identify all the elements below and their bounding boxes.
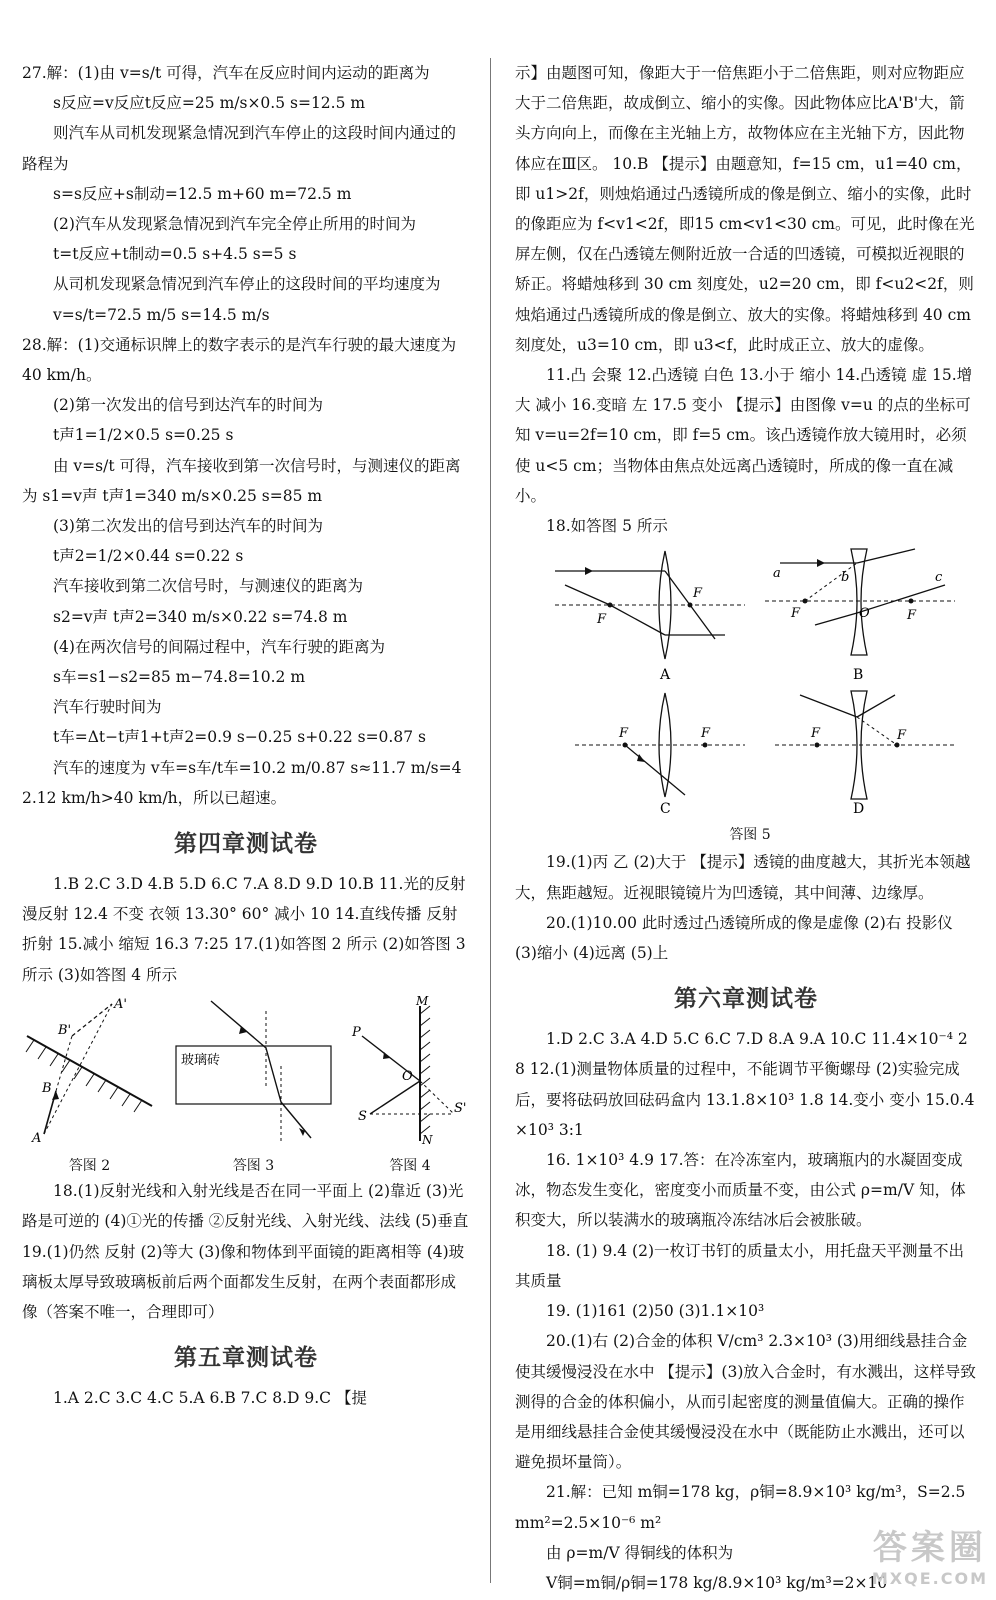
chapter4-answers-18-19: 18.(1)反射光线和入射光线是否在同一平面上 (2)靠近 (3)光路是可逆的 (4)①光的传播 ②反射光线、入射光线、法线 (5)垂直 19.(1)仍然 反射 (2)等大 (3)像和物体到平面镜的距离相等 (4)玻璃板太厚导致玻璃板前后两个面都发生反射，在两个表面都形成像（答案不唯一，合理即可）: [22, 1182, 474, 1321]
chapter4-title: 第四章测试卷: [174, 831, 318, 858]
fig4-label: N: [422, 1132, 433, 1146]
text-line: t声2=1/2×0.44 s=0.22 s: [53, 547, 244, 566]
fig2-label: A': [114, 996, 127, 1012]
figure-5-c: [575, 693, 745, 815]
text-line: t声1=1/2×0.5 s=0.25 s: [53, 426, 234, 445]
answer-27: [22, 58, 470, 330]
chapter5-hint-9-10: 示】由题图可知，像距大于一倍焦距小于二倍焦距，则对应物距应大于二倍焦距，故成倒立、缩小的实像。因此物体应比A'B'大，箭头方向向上，而像在主光轴上方，故物体应在主光轴下方，因此物体应在Ⅲ区。 10.B 【提示】由题意知，f=15 cm，u1=40 cm，即 u1>2f，则烛焰通过凸透镜所成的像是倒立、缩小的实像，此时的像距应为 f<v1<2f，即15 cm<v1<30 cm。可见，此时像在光屏左侧，仅在凸透镜左侧附近放一合适的凹透镜，可模拟近视眼的矫正。将蜡烛移到 30 cm 刻度处，u2=20 cm，即 f<u2<2f，则烛焰通过凸透镜所成的像是倒立、放大的实像。将蜡烛移到 40 cm 刻度处，u3=10 cm，即 u3<f，此时成正立、放大的虚像。: [515, 64, 976, 354]
chapter6-title: 第六章测试卷: [674, 986, 818, 1013]
figure-2-caption: 答图 2: [68, 1158, 111, 1175]
fig4-label: M: [416, 995, 429, 1008]
text-line: t=t反应+t制动=0.5 s+4.5 s=5 s: [53, 245, 297, 264]
figure-2-diagram: [22, 996, 157, 1146]
text-line: (4)在两次信号的间隔过程中，汽车行驶的距离为: [53, 637, 385, 656]
fig2-label: B': [58, 1022, 72, 1038]
fig5-label: F: [693, 586, 703, 602]
chapter5-answer-18: 18.如答图 5 所示: [546, 517, 668, 536]
chapter6-answer-18: 18. (1) 9.4 (2)一枚订书钉的质量太小，用托盘天平测量不出其质量: [515, 1241, 964, 1290]
chapter6-answer-21: 21.解：已知 m铜=178 kg，ρ铜=8.9×10³ kg/m³，S=2.5 mm²=2.5×10⁻⁶ m²: [515, 1483, 971, 1532]
chapter5-answer-19: 19.(1)丙 乙 (2)大于 【提示】透镜的曲度越大，其折光本领越大，焦距越短。近视眼镜镜片为凹透镜，其中间薄、边缘厚。: [515, 853, 971, 902]
fig5-sub: B: [853, 667, 864, 684]
fig4-label: S: [358, 1108, 367, 1124]
column-divider: [490, 58, 491, 1583]
chapter5-title: 第五章测试卷: [174, 1345, 318, 1372]
fig5-label: F: [701, 726, 711, 742]
figure-4: [350, 996, 470, 1176]
fig4-label: O: [402, 1068, 413, 1084]
text-line: v=s/t=72.5 m/5 s=14.5 m/s: [53, 305, 270, 324]
figure-5-diagram: [535, 545, 965, 815]
text-line: 汽车接收到第二次信号时，与测速仪的距离为: [53, 577, 364, 596]
fig5-label: F: [811, 726, 821, 742]
fig4-label: P: [352, 1024, 361, 1040]
text-line: s反应=v反应t反应=25 m/s×0.5 s=12.5 m: [53, 94, 366, 113]
fig5-label: F: [791, 606, 801, 622]
chapter6-answers-16-17: 16. 1×10³ 4.9 17.答：在冷冻室内，玻璃瓶内的水凝固变成冰，物态发生变化，密度变小而质量不变，由公式 ρ=m/V 知，体积变大，所以装满水的玻璃瓶冷冻结冰后会被胀破。: [515, 1151, 966, 1230]
left-column: [22, 58, 474, 1413]
text-line: 28.解：(1)交通标识牌上的数字表示的是汽车行驶的最大速度为 40 km/h。: [22, 335, 462, 385]
chapter5-answers: 1.A 2.C 3.C 4.C 5.A 6.B 7.C 8.D 9.C 【提: [53, 1389, 367, 1408]
figure-2: [22, 996, 157, 1176]
text-line: s=s反应+s制动=12.5 m+60 m=72.5 m: [53, 184, 352, 203]
text-line: 则汽车从司机发现紧急情况到汽车停止的这段时间内通过的路程为: [22, 124, 457, 173]
text-line: 从司机发现紧急情况到汽车停止的这段时间的平均速度为: [53, 275, 441, 294]
text-line: s车=s1−s2=85 m−74.8=10.2 m: [53, 668, 306, 687]
text-line: (2)第一次发出的信号到达汽车的时间为: [53, 396, 323, 415]
figures-2-3-4: [22, 996, 470, 1176]
fig5-label: F: [597, 612, 607, 628]
figure-5-b: [765, 549, 955, 683]
fig5-label: b: [841, 570, 850, 586]
chapter5-answers-11-17: 11.凸 会聚 12.凸透镜 白色 13.小于 缩小 14.凸透镜 虚 15.增大 减小 16.变暗 左 17.5 变小 【提示】由图像 v=u 的点的坐标可知 v=u=2f=10 cm，即 f=5 cm。该凸透镜作放大镜用时，必须使 u<5 cm；当物体由焦点处远离凸透镜时，所成的像一直在减小。: [515, 366, 973, 505]
fig5-label: a: [773, 566, 781, 582]
text-line: 汽车的速度为 v车=s车/t车=10.2 m/0.87 s≈11.7 m/s=42.12 km/h>40 km/h，所以已超速。: [22, 758, 462, 807]
fig2-label: B: [42, 1080, 52, 1096]
right-column: [515, 58, 977, 1598]
chapter6-answer-21-formula: V铜=m铜/ρ铜=178 kg/8.9×10³ kg/m³=2×10: [546, 1573, 888, 1592]
watermark-url: MXQE.COM: [871, 1569, 988, 1588]
text-line: t车=Δt−t声1+t声2=0.9 s−0.25 s+0.22 s=0.87 s: [53, 728, 426, 747]
fig5-label: F: [619, 726, 629, 742]
figure-4-diagram: [350, 996, 470, 1146]
fig2-label: A: [32, 1130, 42, 1146]
figure-5: [535, 545, 977, 845]
chapter6-answer-19: 19. (1)161 (2)50 (3)1.1×10³: [546, 1302, 765, 1321]
chapter6-answer-21-step: 由 ρ=m/V 得铜线的体积为: [546, 1543, 734, 1562]
chapter5-answer-20: 20.(1)10.00 此时透过凸透镜所成的像是虚像 (2)右 投影仪 (3)缩小 (4)远离 (5)上: [515, 913, 958, 963]
fig5-sub: A: [660, 667, 671, 684]
figure-3: [171, 996, 336, 1176]
fig5-label: F: [907, 608, 917, 624]
fig5-label: O: [859, 606, 870, 622]
figure-5-caption: 答图 5: [729, 827, 771, 844]
chapter6-answer-20: 20.(1)右 (2)合金的体积 V/cm³ 2.3×10³ (3)用细线悬挂合金使其缓慢浸没在水中 【提示】(3)放入合金时，有水溅出，这样导致测得的合金的体积偏小，从而引起密度的测量值偏大。正确的操作是用细线悬挂合金使其缓慢浸没在水中（既能防止水溅出，还可以避免损坏量筒）。: [515, 1332, 976, 1472]
text-line: 由 v=s/t 可得，汽车接收到第一次信号时，与测速仪的距离为 s1=v声 t声1=340 m/s×0.25 s=85 m: [22, 456, 461, 505]
figure-5-d: [775, 691, 955, 815]
figure-5-a: [555, 551, 745, 683]
fig5-label: F: [897, 728, 907, 744]
text-line: (3)第二次发出的信号到达汽车的时间为: [53, 517, 323, 536]
figure-3-caption: 答图 3: [232, 1158, 275, 1175]
fig4-label: S': [454, 1100, 467, 1116]
glass-brick-label: 玻璃砖: [181, 1052, 221, 1068]
fig5-sub: C: [660, 801, 671, 816]
fig5-label: c: [935, 570, 943, 586]
figure-3-diagram: [171, 996, 336, 1146]
chapter6-answers-1-15: 1.D 2.C 3.A 4.D 5.C 6.C 7.D 8.A 9.A 10.C 11.4×10⁻⁴ 28 12.(1)测量物体质量的过程中，不能调节平衡螺母 (2)实验完成后，要将砝码放回砝码盒内 13.1.8×10³ 1.8 14.变小 变小 15.0.4×10³ 3:1: [515, 1030, 975, 1139]
chapter4-answers: 1.B 2.C 3.D 4.B 5.D 6.C 7.A 8.D 9.D 10.B 11.光的反射 漫反射 12.4 不变 衣领 13.30° 60° 减小 10 14.直线传播 反射 折射 15.减小 缩短 16.3 7:25 17.(1)如答图 2 所示 (2)如答图 3 所示 (3)如答图 4 所示: [22, 875, 471, 984]
text-line: 汽车行驶时间为: [53, 698, 162, 717]
fig5-sub: D: [853, 801, 865, 816]
answer-28: [22, 330, 470, 813]
text-line: (2)汽车从发现紧急情况到汽车完全停止所用的时间为: [53, 215, 416, 234]
text-line: s2=v声 t声2=340 m/s×0.22 s=74.8 m: [53, 607, 348, 626]
text-line: 27.解：(1)由 v=s/t 可得，汽车在反应时间内运动的距离为: [22, 64, 430, 82]
watermark-logo-text: 答案圈: [872, 1528, 987, 1568]
watermark: [872, 1520, 988, 1588]
figure-4-caption: 答图 4: [389, 1158, 431, 1175]
